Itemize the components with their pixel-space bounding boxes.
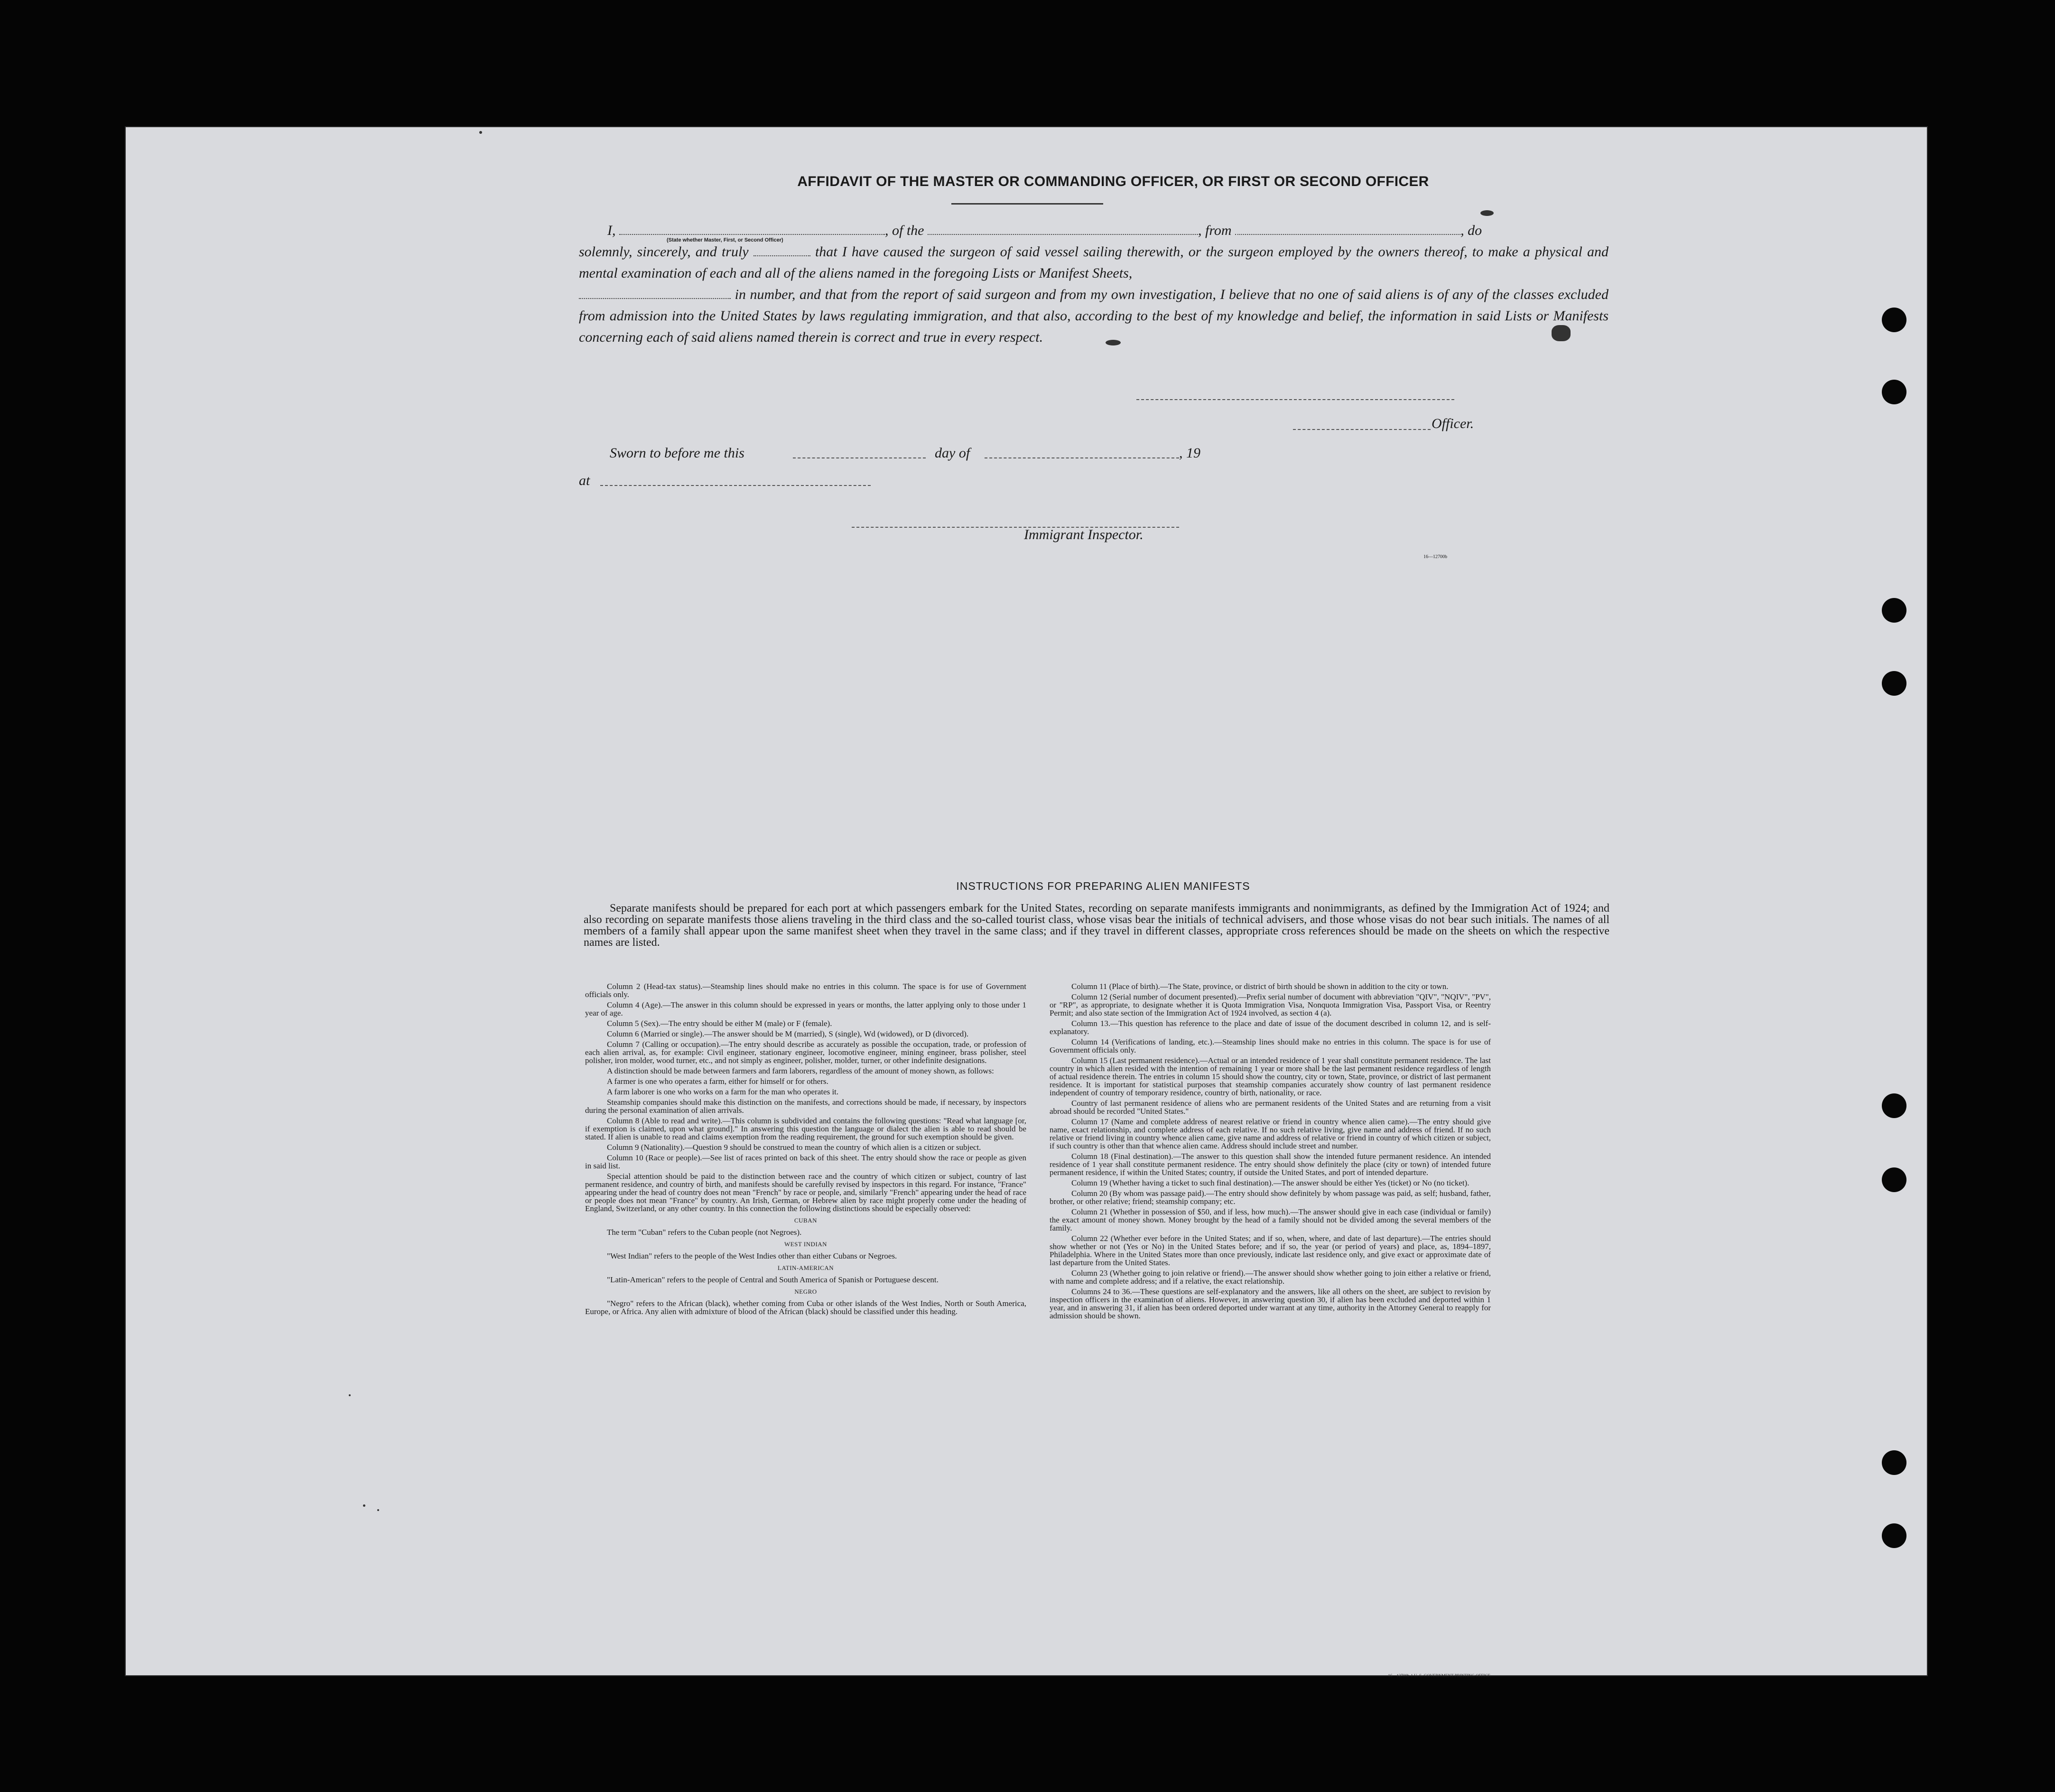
ink-speck (349, 1394, 351, 1396)
instruction-paragraph: Special attention should be paid to the distinction between race and the country of which citizen or subject, country of last permanent residence, and country of birth, and manifests should be carefully revised by inspectors in this regard. For instance, "France" appearing under the head of country does not mean "French" by race or people, and, similarly "French" appearing under the head of race or people does not mean "France" by country. An Irish, German, or Hebrew alien by race might properly come under the heading of England, Switzerland, or any other country. In this connection the following distinctions should be especially observed: (585, 1172, 1026, 1213)
manifest-sheet (126, 127, 1927, 1678)
sworn-label: Sworn to before me this (610, 445, 744, 461)
instruction-paragraph: A farm laborer is one who works on a farm for the man who operates it. (607, 1087, 839, 1096)
instruction-paragraph: Columns 24 to 36.—These questions are self-explanatory and the answers, like all others on the sheet, are subject to revision by inspection officers in the examination of aliens. However, in answering question 30, if alien has been excluded and deported within 1 year, and in answering 31, if alien has been ordered deported under warrant at any time, authority in the Attorney General to reapply for admission should be shown. (1050, 1287, 1491, 1320)
port-blank (1235, 222, 1460, 235)
binder-hole (1882, 671, 1906, 696)
instruction-paragraph: Column 23 (Whether going to join relative or friend).—The answer should show whether going to join either a relative or friend, with name and complete address; and if a relative, the exact relationship. (1050, 1269, 1491, 1286)
instructions-title: INSTRUCTIONS FOR PREPARING ALIEN MANIFESTS (956, 880, 1250, 892)
officer-signature-line (1136, 399, 1454, 401)
binder-hole (1882, 1167, 1906, 1192)
officer-signature-line-2 (1293, 429, 1431, 431)
day-of-label: day of (935, 445, 970, 461)
ink-speck (377, 1509, 379, 1511)
instruction-paragraph: Column 12 (Serial number of document presented).—Prefix serial number of document with abbreviation "QIV", "NQIV", "PV", or "RP", as appropriate, to designate whether it is Quota Immigration Visa, Nonquota Immigration Visa, Passport Visa, or Reentry Permit; and also state section of the Immigration Act of 1924 involved, as section 4 (a). (1050, 992, 1491, 1017)
number-of-aliens-blank (579, 286, 731, 299)
blank-line (753, 243, 810, 256)
instruction-paragraph: Column 9 (Nationality).—Question 9 should be construed to mean the country of which alien is a citizen or subject. (607, 1143, 981, 1152)
year-label: , 19 (1179, 445, 1200, 461)
instruction-paragraph: Column 19 (Whether having a ticket to such final destination).—The answer should be either Yes (ticket) or No (no ticket). (1071, 1178, 1469, 1187)
binder-hole (1882, 598, 1906, 623)
instruction-paragraph: Country of last permanent residence of aliens who are permanent residents of the United States and are returning from a visit abroad should be recorded "United States." (1050, 1099, 1491, 1116)
officer-label: Officer. (1432, 416, 1474, 431)
race-heading-cuban: CUBAN (794, 1217, 817, 1224)
race-definition-negro: "Negro" refers to the African (black), whether coming from Cuba or other islands of the West Indies, North or South America, Europe, or Africa. Any alien with admixture of blood of the African (black) should be classified under this heading. (585, 1299, 1026, 1316)
binder-hole (1882, 1523, 1906, 1548)
officer-title-blank (619, 222, 885, 235)
affidavit-word: solemnly, sincerely, and truly (579, 244, 749, 260)
binder-hole (1882, 380, 1906, 404)
instructions-left-column (585, 982, 1026, 1318)
instruction-paragraph: A distinction should be made between farmers and farm laborers, regardless of the amount of money shown, as follows: (607, 1066, 994, 1075)
instruction-paragraph: Column 22 (Whether ever before in the United States; and if so, when, where, and date of last departure).—The entries should show whether or not (Yes or No) in the United States before; and if so, the year (or period of years) and place, as, 1894–1897, Philadelphia. Where in the United States more than once previously, indicate last residence only, and give exact or approximate date of last departure from the United States. (1050, 1234, 1491, 1267)
race-definition-west-indian: "West Indian" refers to the people of the West Indies other than either Cubans or Negroes. (607, 1251, 897, 1260)
instruction-paragraph: Column 4 (Age).—The answer in this column should be expressed in years or months, the latter applying only to those under 1 year of age. (585, 1000, 1026, 1017)
instruction-paragraph: Column 14 (Verifications of landing, etc.).—Steamship lines should make no entries in this column. The space is for use of Government officials only. (1050, 1037, 1491, 1055)
instruction-paragraph: Column 15 (Last permanent residence).—Actual or an intended residence of 1 year shall constitute permanent residence. The last country in which alien resided with the intention of remaining 1 year or more shall be the last permanent residence regardless of length of actual residence therein. The entries in column 15 should show the country, city or town, State, province, or district of last permanent residence. It is important for statistical purposes that steamship companies accurately show country of last permanent residence independent of country of temporary residence, country of birth, nationality, or race. (1050, 1056, 1491, 1097)
ink-speck (1480, 210, 1494, 216)
affidavit-word: , of the (885, 223, 924, 238)
instruction-paragraph: Column 13.—This question has reference to the place and date of issue of the document described in column 12, and is self-explanatory. (1050, 1019, 1491, 1036)
affidavit-word: I, (607, 223, 616, 238)
instruction-paragraph: Column 20 (By whom was passage paid).—The entry should show definitely by whom passage was paid, as self; husband, father, brother, or other relative; friend; steamship company; etc. (1050, 1189, 1491, 1206)
race-heading-latin-american: LATIN-AMERICAN (777, 1264, 834, 1271)
at-label: at (579, 473, 590, 488)
affidavit-word: , do (1460, 223, 1482, 238)
title-rule (951, 203, 1103, 205)
instructions-intro: Separate manifests should be prepared for each port at which passengers embark for the United States, recording on separate manifests immigrants and nonimmigrants, as defined by the Immigration Act of 1924; and also recording on separate manifests those aliens traveling in the third class and the so-called tourist class, whose visas bear the initials of technical advisers, and those whose visas do not bear such initials. The names of all members of a family shall appear upon the same manifest sheet when they travel in the same class; and if they travel in different classes, appropriate cross references should be made on the sheets on which the respective names are listed. (584, 902, 1609, 949)
binder-hole (1882, 1450, 1906, 1475)
binder-hole (1882, 1093, 1906, 1118)
inspector-label: Immigrant Inspector. (1024, 527, 1144, 542)
sworn-place-line (600, 485, 871, 487)
instruction-paragraph: Column 6 (Married or single).—The answer should be M (married), S (single), Wd (widowed), or D (divorced). (607, 1029, 969, 1038)
ink-speck (479, 131, 482, 134)
affidavit-text: in number, and that from the report of said surgeon and from my own investigation, I believe that no one of said aliens is of any of the classes excluded from admission into the United States by laws regulating immigration, and that also, according to the best of my knowledge and belief, the information in said Lists or Manifests concerning each of said aliens named therein is correct and true in every respect. (579, 287, 1609, 345)
instruction-paragraph: Column 7 (Calling or occupation).—The entry should describe as accurately as possible the occupation, trade, or profession of each alien arrival, as, for example: Civil engineer, stationary engineer, locomotive engineer, mining engineer, brass polisher, steel polisher, iron molder, wood turner, etc., and not simply as engineer, polisher, molder, turner, or other indefinite designations. (585, 1040, 1026, 1065)
instruction-paragraph: Column 17 (Name and complete address of nearest relative or friend in country whence alien came).—The entry should give name, exact relationship, and complete address of each relative. If no such relative living, give name and address of friend. If no such relative or friend living in country whence alien came, give name and address of relative or friend in country of which citizen or subject, if such country is other than that whence alien came. Address should include street and number. (1050, 1117, 1491, 1150)
binder-hole (1882, 308, 1906, 332)
affidavit-word: , from (1198, 223, 1232, 238)
affidavit-text: that I have caused the surgeon of said vessel sailing therewith, or the surgeon employed by the owners thereof, to make a physical and mental examination of each and all of the aliens named in the foregoing Lists or Manifest Sheets, (579, 244, 1609, 281)
affidavit-title: AFFIDAVIT OF THE MASTER OR COMMANDING OFFICER, OR FIRST OR SECOND OFFICER (797, 174, 1429, 189)
printer-imprint: 16—12700b-1 U. S. GOVERNMENT PRINTING OFFICE (1388, 1673, 1490, 1678)
instruction-paragraph: Column 10 (Race or people).—See list of races printed on back of this sheet. The entry should show the race or people as given in said list. (585, 1153, 1026, 1170)
sworn-day-line (793, 457, 926, 459)
instruction-paragraph: Column 5 (Sex).—The entry should be either M (male) or F (female). (607, 1019, 832, 1028)
vessel-name-blank (928, 222, 1198, 235)
instruction-paragraph: Column 2 (Head-tax status).—Steamship lines should make no entries in this column. The space is for use of Government officials only. (585, 982, 1026, 999)
instruction-paragraph: Column 8 (Able to read and write).—This column is subdivided and contains the following questions: "Read what language [or, if exemption is claimed, upon what ground]." In answering this question the language or dialect the alien is able to read should be stated. If alien is unable to read and claims exemption from the reading requirement, the ground for such exemption should be given. (585, 1116, 1026, 1141)
form-number: 16—12700b (1423, 554, 1447, 560)
ink-speck (363, 1504, 365, 1507)
sworn-month-line (985, 457, 1179, 459)
race-heading-negro: NEGRO (794, 1288, 817, 1295)
officer-rank-note: (State whether Master, First, or Second Officer) (667, 237, 783, 243)
race-definition-cuban: The term "Cuban" refers to the Cuban people (not Negroes). (607, 1228, 802, 1237)
instruction-paragraph: Column 18 (Final destination).—The answer to this question shall show the intended future permanent residence. An intended residence of 1 year shall constitute permanent residence. The entry should show definitely the place (city or town) of intended future permanent residence, if within the United States; country, if outside the United States, and port of intended departure. (1050, 1152, 1491, 1177)
instruction-paragraph: Column 11 (Place of birth).—The State, province, or district of birth should be shown in addition to the city or town. (1071, 982, 1449, 991)
instruction-paragraph: Steamship companies should make this distinction on the manifests, and corrections should be made, if necessary, by inspectors during the personal examination of alien arrivals. (585, 1098, 1026, 1115)
race-heading-west-indian: WEST INDIAN (784, 1241, 828, 1248)
instruction-paragraph: A farmer is one who operates a farm, either for himself or for others. (607, 1077, 828, 1086)
instructions-right-column (1050, 982, 1491, 1322)
race-definition-latin-american: "Latin-American" refers to the people of Central and South America of Spanish or Portuguese descent. (607, 1275, 939, 1284)
instruction-paragraph: Column 21 (Whether in possession of $50, and if less, how much).—The answer should give in each case (individual or family) the exact amount of money shown. Money brought by the head of a family should not be divided among the several members of the family. (1050, 1207, 1491, 1232)
